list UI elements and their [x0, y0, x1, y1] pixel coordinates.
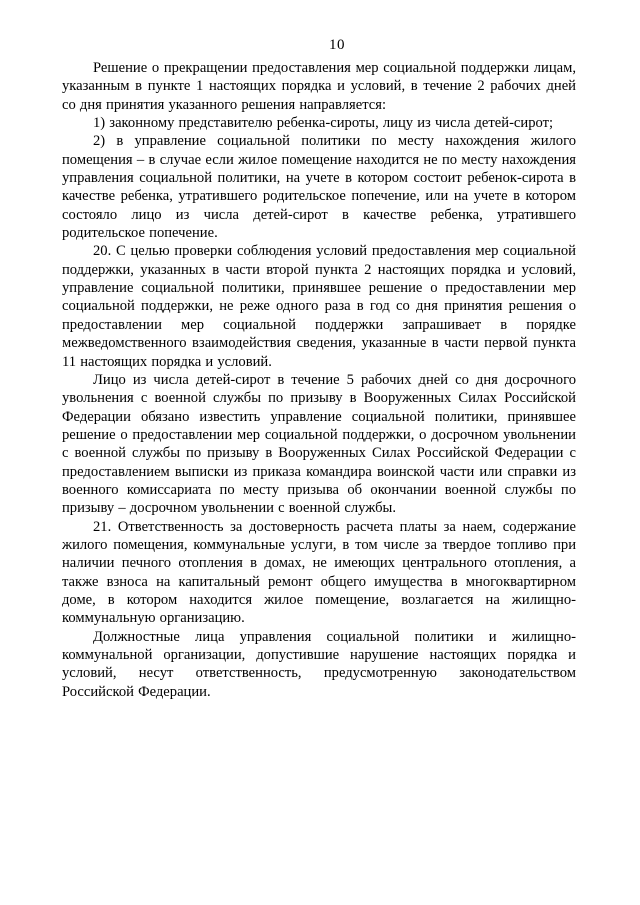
paragraph-list-item-2: 2) в управление социальной политики по месту нахождения жилого помещения – в случае если жилое помещение находится не по месту нахождения управления социальной политики, на учете в котором состоит ребенок-сирота в качестве ребенка, утратившего родительское попечение, или на учете в котором состояло лицо из числа детей-сирот в качестве ребенка, утратившего родительское попечение. [62, 133, 576, 242]
paragraph-list-item-1: 1) законному представителю ребенка-сироты, лицу из числа детей-сирот; [93, 115, 554, 132]
page-number: 10 [329, 37, 345, 53]
paragraph-officials-responsibility: Должностные лица управления социальной политики и жилищно-коммунальной организации, допустившие нарушение настоящих порядка и условий, несут ответственность, предусмотренную законодательством Российской Федерации. [62, 628, 576, 700]
paragraph-decision-termination: Решение о прекращении предоставления мер социальной поддержки лицам, указанным в пункте 1 настоящих порядка и условий, в течение 2 рабочих дней со дня принятия указанного решения направляется: [62, 60, 576, 113]
paragraph-clause-21: 21. Ответственность за достоверность расчета платы за наем, содержание жилого помещения, коммунальные услуги, в том числе за твердое топливо при наличии печного отопления в домах, не имеющих центрального отопления, а также взноса на капитальный ремонт общего имущества в многоквартирном доме, в котором находится жилое помещение, возлагается на жилищно-коммунальную организацию. [62, 518, 576, 627]
paragraph-clause-20: 20. С целью проверки соблюдения условий предоставления мер социальной поддержки, указанных в части второй пункта 2 настоящих порядка и условий, управление социальной политики, принявшее решение о предоставлении мер социальной поддержки, не реже одного раза в год со дня принятия решения о предоставлении мер социальной поддержки запрашивает в порядке межведомственного взаимодействия сведения, указанные в части первой пункта 11 настоящих порядка и условий. [62, 243, 576, 370]
document-text-block [62, 59, 576, 701]
paragraph-military-service-notice: Лицо из числа детей-сирот в течение 5 рабочих дней со дня досрочного увольнения с военной службы по призыву в Вооруженных Силах Российской Федерации обязано известить управление социальной политики, принявшее решение о предоставлении мер социальной поддержки, о досрочном увольнении с военной службы по призыву в Вооруженных Силах Российской Федерации с предоставлением выписки из приказа командира воинской части или справки из военного комиссариата по месту призыва об окончании военной службы по призыву – досрочном увольнении с военной службы. [62, 371, 576, 517]
